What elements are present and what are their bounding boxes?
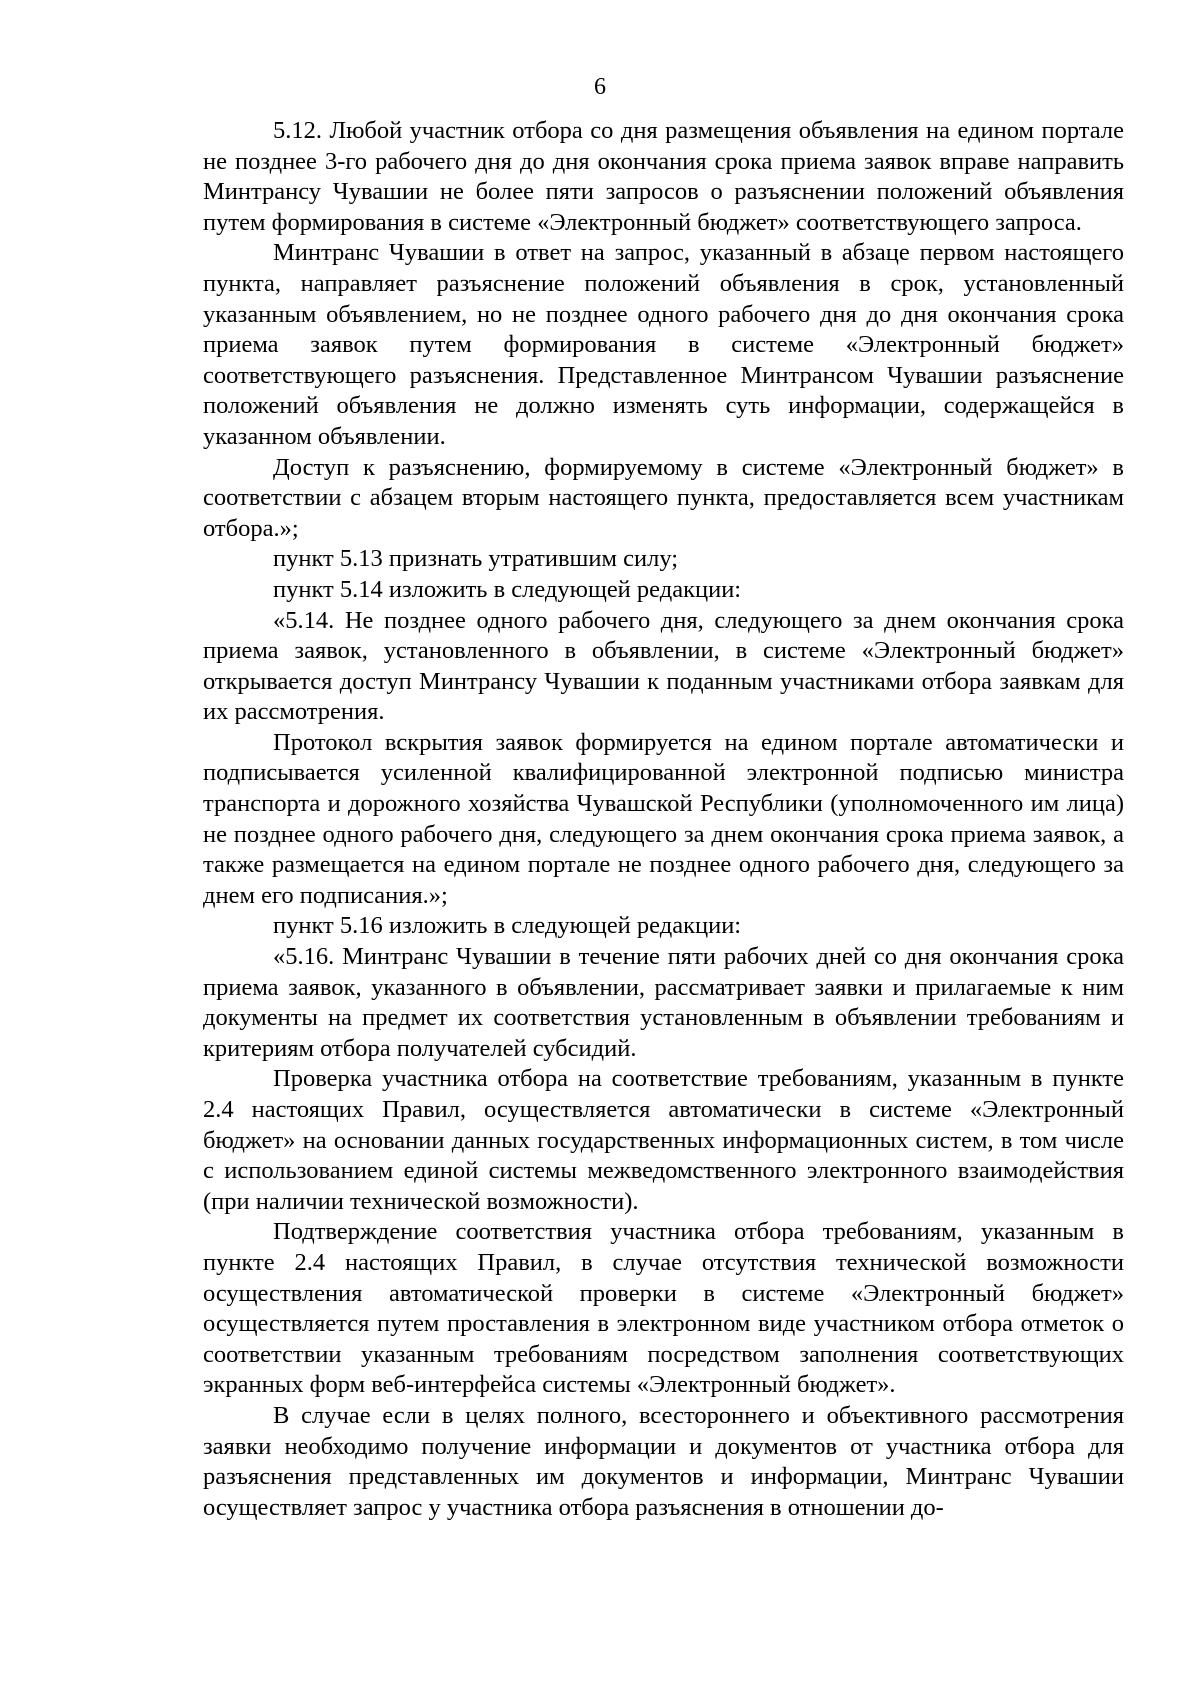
paragraph-clarification-response: Минтранс Чувашии в ответ на запрос, указанный в абзаце первом настоящего пункта, направляет разъяснение положений объявления в срок, установленный указанным объявлением, но не позднее одного рабочего дня до дня окончания срока приема заявок путем формирования в системе «Электронный бюджет» соответствующего разъяснения. Представленное Минтрансом Чувашии разъяснение положений объявления не должно изменять суть информации, содержащейся в указанном объявлении. (203, 239, 1124, 450)
paragraph-5-14-intro: пункт 5.14 изложить в следующей редакции: (273, 575, 742, 603)
document-body (203, 116, 1124, 1523)
paragraph-5-13-repeal: пункт 5.13 признать утратившим силу; (273, 545, 679, 573)
page-number: 6 (594, 74, 606, 100)
paragraph-5-16: «5.16. Минтранс Чувашии в течение пяти рабочих дней со дня окончания срока приема заявок, указанного в объявлении, рассматривает заявки и прилагаемые к ним документы на предмет их соответствия установленным в объявлении требованиям и критериям отбора получателей субсидий. (203, 943, 1124, 1062)
paragraph-participant-check: Проверка участника отбора на соответствие требованиям, указанным в пункте 2.4 настоящих Правил, осуществляется автоматически в системе «Электронный бюджет» на основании данных государственных информационных систем, в том числе с использованием единой системы межведомственного электронного взаимодействия (при наличии технической возможности). (203, 1065, 1124, 1215)
paragraph-compliance-confirmation: Подтверждение соответствия участника отбора требованиям, указанным в пункте 2.4 настоящих Правил, в случае отсутствия технической возможности осуществления автоматической проверки в системе «Электронный бюджет» осуществляется путем проставления в электронном виде участником отбора отметок о соответствии указанным требованиям посредством заполнения соответствующих экранных форм веб-интерфейса системы «Электронный бюджет». (203, 1218, 1124, 1399)
paragraph-5-12: 5.12. Любой участник отбора со дня размещения объявления на едином портале не позднее 3-го рабочего дня до дня окончания срока приема заявок вправе направить Минтрансу Чувашии не более пяти запросов о разъяснении положений объявления путем формирования в системе «Электронный бюджет» соответствующего запроса. (203, 117, 1124, 236)
paragraph-information-request: В случае если в целях полного, всестороннего и объективного рассмотрения заявки необходимо получение информации и документов от участника отбора для разъяснения представленных им документов и информации, Минтранс Чувашии осуществляет запрос у участника отбора разъяснения в отношении до- (203, 1401, 1124, 1521)
paragraph-5-14: «5.14. Не позднее одного рабочего дня, следующего за днем окончания срока приема заявок, установленного в объявлении, в системе «Электронный бюджет» открывается доступ Минтрансу Чувашии к поданным участниками отбора заявкам для их рассмотрения. (203, 606, 1124, 726)
paragraph-clarification-access: Доступ к разъяснению, формируемому в системе «Электронный бюджет» в соответствии с абзацем вторым настоящего пункта, предоставляется всем участникам отбора.»; (203, 453, 1124, 542)
paragraph-5-16-intro: пункт 5.16 изложить в следующей редакции: (273, 912, 742, 940)
paragraph-opening-protocol: Протокол вскрытия заявок формируется на едином портале автоматически и подписывается усиленной квалифицированной электронной подписью министра транспорта и дорожного хозяйства Чувашской Республики (уполномоченного им лица) не позднее одного рабочего дня, следующего за днем окончания срока приема заявок, а также размещается на едином портале не позднее одного рабочего дня, следующего за днем его подписания.»; (203, 728, 1124, 909)
